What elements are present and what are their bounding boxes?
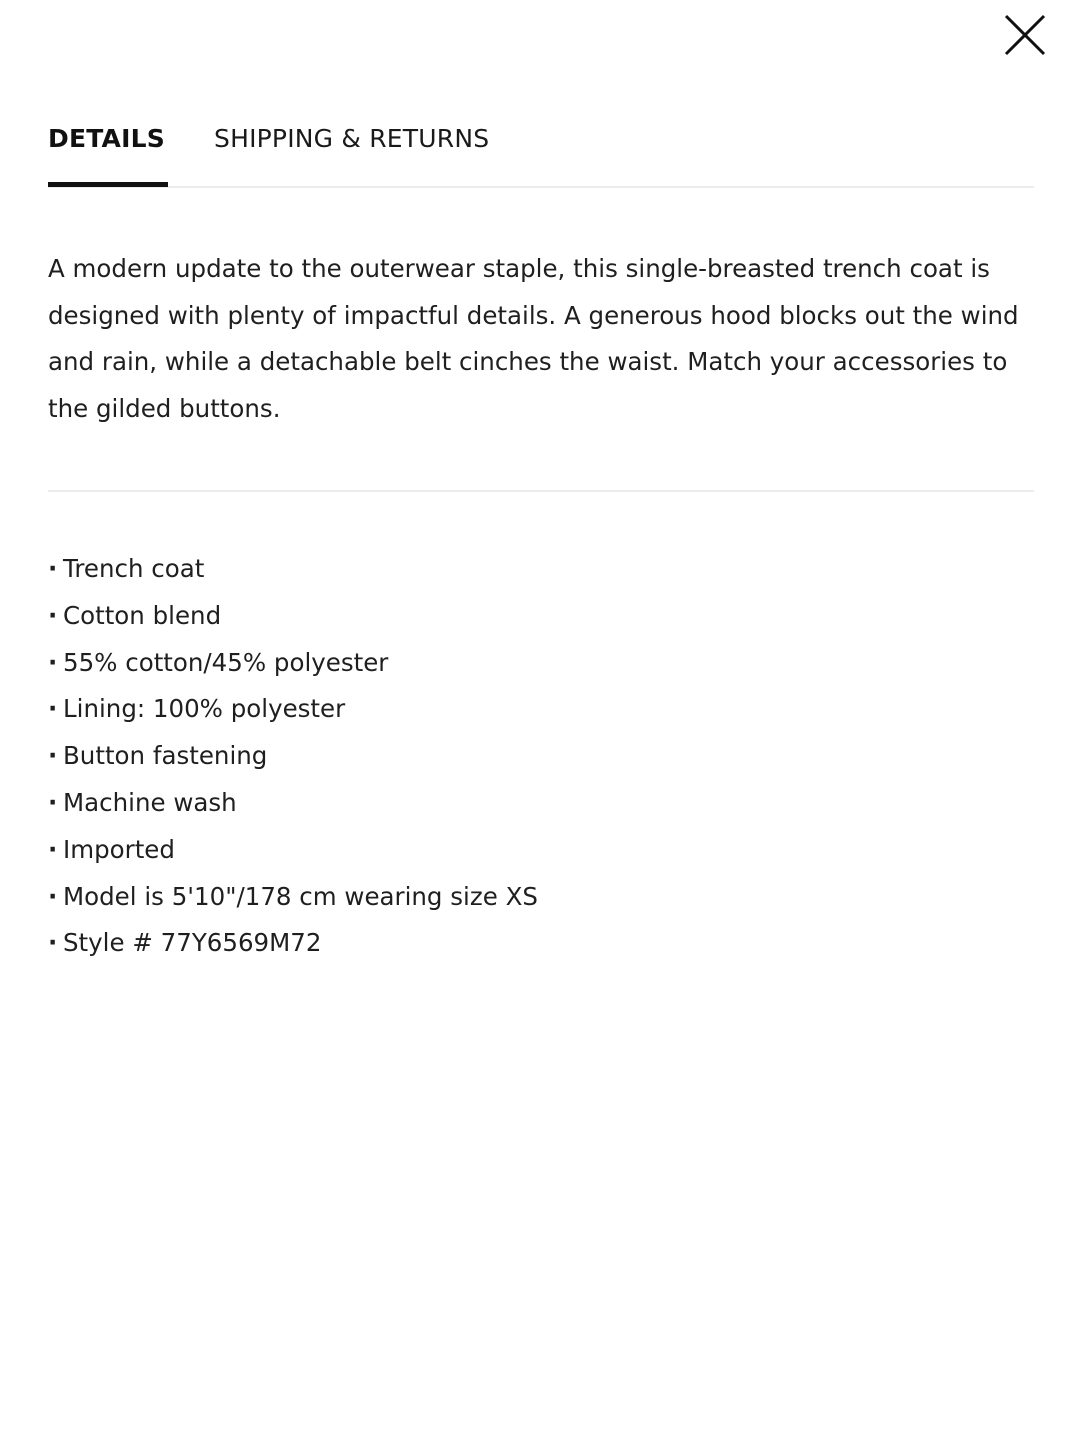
feature-text: Cotton blend <box>63 600 222 630</box>
list-item <box>48 874 948 921</box>
list-item <box>48 920 948 967</box>
feature-text: Machine wash <box>63 787 237 817</box>
bullet: · <box>48 647 58 677</box>
tab-details[interactable]: DETAILS <box>48 124 165 153</box>
feature-text: Button fastening <box>63 741 268 771</box>
bullet: · <box>48 741 58 771</box>
tab-shipping-returns[interactable]: SHIPPING & RETURNS <box>214 124 490 153</box>
close-icon <box>1003 13 1047 57</box>
feature-list <box>48 546 948 967</box>
list-item <box>48 546 948 593</box>
bullet: · <box>48 554 58 583</box>
list-item <box>48 640 948 687</box>
bullet: · <box>48 694 58 724</box>
feature-text: Lining: 100% polyester <box>63 694 346 724</box>
list-item <box>48 780 948 827</box>
feature-text: 55% cotton/45% polyester <box>63 647 389 677</box>
tab-bar <box>48 112 1034 188</box>
feature-text: Model is 5'10"/178 cm wearing size XS <box>63 881 538 911</box>
section-divider <box>48 490 1034 492</box>
feature-text: Style # 77Y6569M72 <box>63 928 322 958</box>
feature-text: Trench coat <box>63 554 205 583</box>
bullet: · <box>48 787 58 817</box>
list-item <box>48 827 948 874</box>
product-description: A modern update to the outerwear staple, this single-breasted trench coat is designed with plenty of impactful details. A generous hood blocks out the wind and rain, while a detachable belt cinches the waist. Match your accessories to the gilded buttons. <box>48 254 1019 423</box>
bullet: · <box>48 600 58 630</box>
close-button[interactable] <box>998 8 1052 62</box>
bullet: · <box>48 881 58 911</box>
list-item <box>48 593 948 640</box>
bullet: · <box>48 834 58 864</box>
bullet: · <box>48 928 58 958</box>
list-item <box>48 686 948 733</box>
active-tab-indicator <box>48 182 168 187</box>
feature-text: Imported <box>63 834 175 864</box>
list-item <box>48 733 948 780</box>
